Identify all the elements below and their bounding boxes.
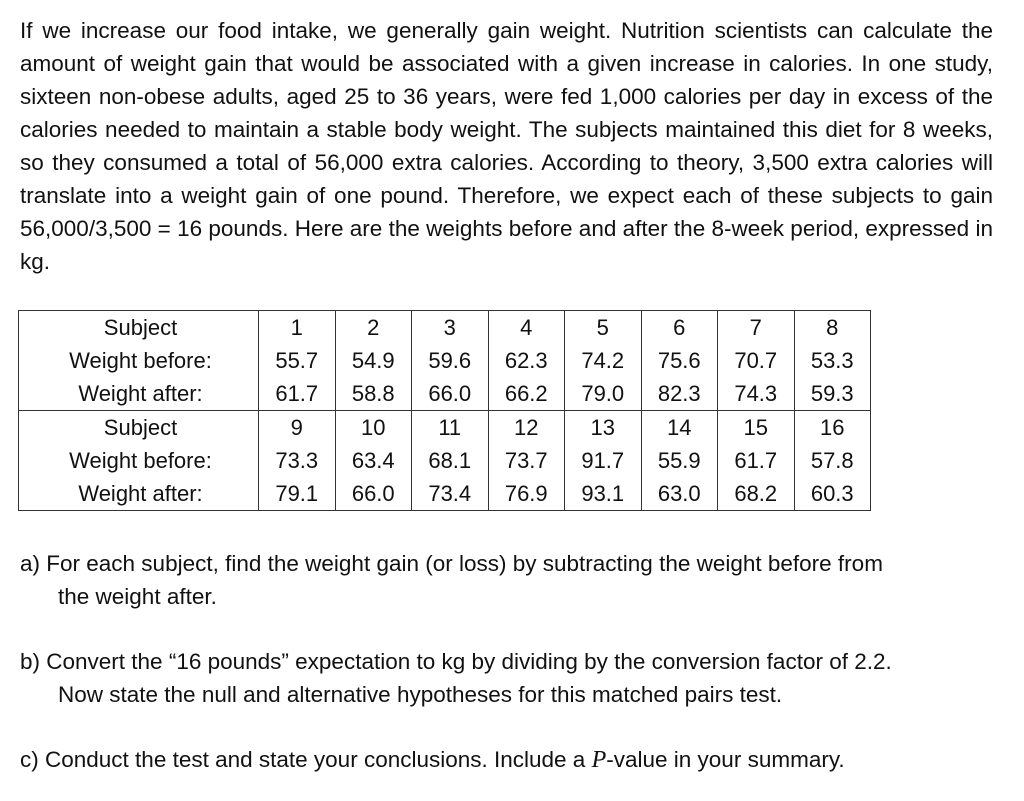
table-cell: 4 <box>488 311 565 345</box>
table-cell: 79.0 <box>565 377 642 411</box>
question-b <box>20 645 993 711</box>
table-cell: 6 <box>641 311 718 345</box>
row-label-weight-before: Weight before: <box>19 344 259 377</box>
table-cell: 55.9 <box>641 444 718 477</box>
question-c <box>20 743 993 777</box>
table-row <box>19 411 871 445</box>
table-cell: 5 <box>565 311 642 345</box>
question-b-line1: b) Convert the “16 pounds” expectation to kg by dividing by the conversion factor of 2.2. <box>20 649 892 674</box>
table-cell: 8 <box>794 311 871 345</box>
table-cell: 73.4 <box>412 477 489 511</box>
table-cell: 57.8 <box>794 444 871 477</box>
table-cell: 7 <box>718 311 795 345</box>
table-row <box>19 344 871 377</box>
row-label-weight-after: Weight after: <box>19 477 259 511</box>
table-cell: 59.6 <box>412 344 489 377</box>
table-cell: 14 <box>641 411 718 445</box>
table-cell: 16 <box>794 411 871 445</box>
table-cell: 68.1 <box>412 444 489 477</box>
table-cell: 58.8 <box>335 377 412 411</box>
table-cell: 74.2 <box>565 344 642 377</box>
table-cell: 1 <box>259 311 336 345</box>
question-b-line2: Now state the null and alternative hypotheses for this matched pairs test. <box>58 682 783 707</box>
table-row <box>19 444 871 477</box>
row-label-subject: Subject <box>19 311 259 345</box>
table-cell: 70.7 <box>718 344 795 377</box>
table-cell: 3 <box>412 311 489 345</box>
table-cell: 59.3 <box>794 377 871 411</box>
table-cell: 2 <box>335 311 412 345</box>
table-cell: 74.3 <box>718 377 795 411</box>
question-a-line1: a) For each subject, find the weight gain (or loss) by subtracting the weight before from <box>20 551 883 576</box>
question-c-suffix: -value in your summary. <box>606 747 845 772</box>
table-cell: 63.0 <box>641 477 718 511</box>
table-row <box>19 477 871 511</box>
table-row <box>19 311 871 345</box>
table-cell: 55.7 <box>259 344 336 377</box>
table-cell: 79.1 <box>259 477 336 511</box>
table-cell: 91.7 <box>565 444 642 477</box>
table-cell: 75.6 <box>641 344 718 377</box>
table-cell: 61.7 <box>259 377 336 411</box>
question-c-p-symbol: P <box>591 747 607 773</box>
row-label-subject: Subject <box>19 411 259 445</box>
table-cell: 10 <box>335 411 412 445</box>
table-cell: 68.2 <box>718 477 795 511</box>
row-label-weight-after: Weight after: <box>19 377 259 411</box>
table-cell: 9 <box>259 411 336 445</box>
intro-paragraph: If we increase our food intake, we generally gain weight. Nutrition scientists can calculate the amount of weight gain that would be associated with a given increase in calories. In one study, sixteen non-obese adults, aged 25 to 36 years, were fed 1,000 calories per day in excess of the calories needed to maintain a stable body weight. The subjects maintained this diet for 8 weeks, so they consumed a total of 56,000 extra calories. According to theory, 3,500 extra calories will translate into a weight gain of one pound. Therefore, we expect each of these subjects to gain 56,000/3,500 = 16 pounds. Here are the weights before and after the 8-week period, expressed in kg. <box>20 18 993 274</box>
table-cell: 93.1 <box>565 477 642 511</box>
table-cell: 53.3 <box>794 344 871 377</box>
table-cell: 63.4 <box>335 444 412 477</box>
question-c-prefix: c) Conduct the test and state your conclusions. Include a <box>20 747 592 772</box>
table-cell: 82.3 <box>641 377 718 411</box>
question-a <box>20 547 993 613</box>
row-label-weight-before: Weight before: <box>19 444 259 477</box>
weights-table <box>18 310 871 511</box>
table-cell: 60.3 <box>794 477 871 511</box>
table-cell: 54.9 <box>335 344 412 377</box>
question-a-line2: the weight after. <box>58 584 217 609</box>
table-cell: 13 <box>565 411 642 445</box>
table-row <box>19 377 871 411</box>
table-cell: 76.9 <box>488 477 565 511</box>
table-cell: 66.0 <box>412 377 489 411</box>
table-cell: 62.3 <box>488 344 565 377</box>
table-cell: 66.2 <box>488 377 565 411</box>
table-cell: 61.7 <box>718 444 795 477</box>
table-cell: 66.0 <box>335 477 412 511</box>
table-cell: 73.3 <box>259 444 336 477</box>
table-cell: 12 <box>488 411 565 445</box>
table-cell: 73.7 <box>488 444 565 477</box>
table-cell: 11 <box>412 411 489 445</box>
table-cell: 15 <box>718 411 795 445</box>
